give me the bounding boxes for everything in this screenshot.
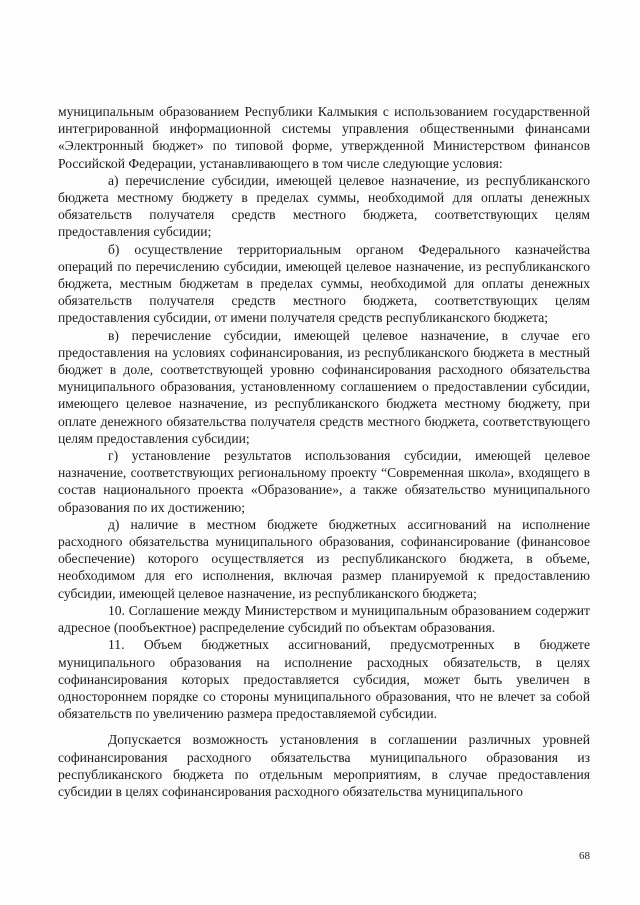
paragraph-d: г) установление результатов использования субсидии, имеющей целевое назначение, соответствующих региональному проекту “Современная школа», входящего в состав национального проекта «Образование», а также обязательство муниципального образования по их достижению; bbox=[58, 448, 590, 515]
paragraph-e: д) наличие в местном бюджете бюджетных ассигнований на исполнение расходного обязательства муниципального образования, софинансирование (финансовое обеспечение) которого осуществляется из республиканского бюджета, в объеме, необходимом для его исполнения, включая размер планируемой к предоставлению субсидии, имеющей целевое назначение, из республиканского бюджета; bbox=[58, 516, 590, 601]
document-body bbox=[58, 103, 590, 800]
paragraph-intro: муниципальным образованием Республики Калмыкия с использованием государственной интегрированной информационной системы управления общественными финансами «Электронный бюджет» по типовой форме, утвержденной Министерством финансов Российской Федерации, устанавливающего в том числе следующие условия: bbox=[58, 104, 590, 171]
paragraph-b: б) осуществление территориальным органом Федерального казначейства операций по перечислению субсидии, имеющей целевое назначение, из республиканского бюджета, местным бюджетам в пределах суммы, необходимой для оплаты денежных обязательств получателя средств местного бюджета, соответствующих целям предоставления субсидии, от имени получателя средств республиканского бюджета; bbox=[58, 241, 590, 326]
paragraph-11: 11. Объем бюджетных ассигнований, предусмотренных в бюджете муниципального образования на исполнение расходных обязательств, в целях софинансирования которых предоставляется субсидия, может быть увеличен в одностороннем порядке со стороны муниципального образования, что не влечет за собой обязательств по увеличению размера предоставляемой субсидии. bbox=[58, 637, 590, 722]
paragraph-c: в) перечисление субсидии, имеющей целевое назначение, в случае его предоставления на условиях софинансирования, из республиканского бюджета в местный бюджет в доле, соответствующей уровню софинансирования расходного обязательства муниципального образования, установленному соглашением о предоставлении субсидии, имеющего целевое назначение, из республиканского бюджета местному бюджету, при оплате денежного обязательства получателя средств местного бюджета, соответствующего целям предоставления субсидии; bbox=[58, 327, 590, 446]
page-number: 68 bbox=[579, 850, 590, 862]
paragraph-a: а) перечисление субсидии, имеющей целевое назначение, из республиканского бюджета местному бюджету в пределах суммы, необходимой для оплаты денежных обязательств получателя средств местного бюджета, соответствующих целям предоставления субсидии; bbox=[58, 172, 590, 240]
paragraph-cofinancing: Допускается возможность установления в соглашении различных уровней софинансирования расходного обязательства муниципального образования из республиканского бюджета по отдельным мероприятиям, в случае предоставления субсидии в целях софинансирования расходного обязательства муниципального bbox=[58, 732, 590, 799]
paragraph-10: 10. Соглашение между Министерством и муниципальным образованием содержит адресное (пообъектное) распределение субсидий по объектам образования. bbox=[58, 602, 590, 636]
